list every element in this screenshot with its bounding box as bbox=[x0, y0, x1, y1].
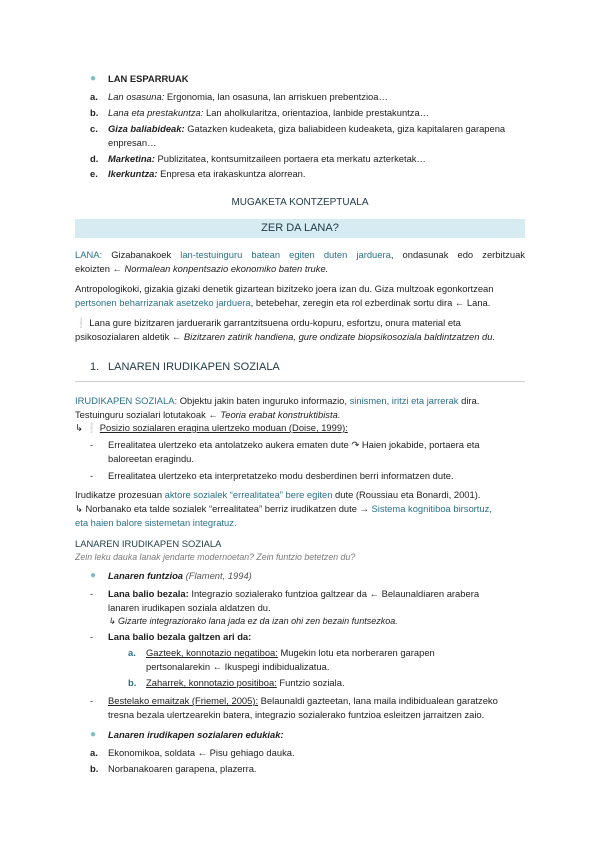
citation-span: (Flament, 1994) bbox=[183, 570, 252, 581]
list-item-text: Gatazken kudeaketa, giza baliabideen kudeaketa, giza kapitalaren garapena bbox=[184, 123, 506, 134]
bullet-icon: ● bbox=[90, 73, 97, 84]
lana-label: LANA: bbox=[75, 249, 103, 260]
zaharrek-line bbox=[146, 676, 526, 690]
edukiak-item-a: Ekonomikoa, soldata ← Pisu gehiago dauka. bbox=[108, 747, 295, 758]
antropo-line1: Antropologikoki, gizakia gizaki denetik gizartean bizitzeko joera izan du. Giza multzoak egonkortzean bbox=[75, 283, 494, 294]
text-span: , betebehar, zeregin eta rol ezberdinak sortu dira ← Lana. bbox=[250, 297, 491, 308]
list-item bbox=[108, 90, 528, 104]
list-item-text: Enpresa eta irakaskuntza alorrean. bbox=[157, 168, 306, 179]
list-marker: a. bbox=[90, 747, 98, 758]
italic-span: Normalean konpentsazio ekonomiko baten truke. bbox=[124, 263, 329, 274]
gazteek-label: Gazteek, konnotazio negatiboa: bbox=[146, 647, 278, 658]
list-item-text: Ergonomia, lan osasuna, lan arriskuen prebentzioa… bbox=[164, 91, 388, 102]
text-span: Mugekin lotu eta norberaren garapen bbox=[277, 647, 435, 658]
zaharrek-label: Zaharrek, konnotazio positiboa: bbox=[146, 677, 277, 688]
balio-line1 bbox=[108, 587, 528, 601]
mugaketa-title: MUGAKETA KONTZEPTUALA bbox=[231, 197, 369, 208]
text-span: Irudikatze prozesuan bbox=[75, 489, 165, 500]
list-marker: e. bbox=[90, 168, 98, 179]
friemel-line2: tresna bezala ulertzearekin batera, integrazio sozialerako funtzioa esleitzen jarraitzen zaio. bbox=[108, 709, 485, 720]
dash-marker: - bbox=[90, 470, 94, 481]
gazteek-line2: pertsonalarekin ← Ikuspegi indibidualizatua. bbox=[146, 661, 330, 672]
highlight-span: lan-testuinguru batean egiten duten jarduera bbox=[180, 249, 391, 260]
text-span: Belaunaldi gazteetan, lana maila indibidualean garatzeko bbox=[258, 695, 498, 706]
dash-marker: - bbox=[90, 695, 94, 706]
list-marker: a. bbox=[90, 91, 98, 102]
list-item bbox=[108, 122, 528, 136]
list-marker: b. bbox=[90, 763, 99, 774]
highlight-span: aktore sozialek “errealitatea” bere egiten bbox=[164, 489, 333, 500]
section-number: 1. bbox=[90, 361, 100, 373]
dash-item-1b: baloreetan eragindu. bbox=[108, 453, 195, 464]
highlight-span: pertsonen beharrizanak asetzeko jarduera bbox=[75, 297, 251, 308]
text-span: psikosozialaren aldetik ← bbox=[75, 331, 184, 342]
list-marker: d. bbox=[90, 153, 99, 164]
italic-span: Teoria erabat konstruktibista. bbox=[220, 409, 341, 420]
lanaren-heading: LANAREN IRUDIKAPEN SOZIALA bbox=[75, 538, 222, 549]
list-item-term: Lan osasuna: bbox=[108, 91, 165, 102]
arrow-exclamation-icon: ↳ ❕ bbox=[75, 422, 100, 433]
section-title: LANAREN IRUDIKAPEN SOZIALA bbox=[108, 361, 280, 373]
list-item-text: Lan aholkularitza, orientazioa, lanbide prestakuntza… bbox=[203, 107, 430, 118]
dash-marker: - bbox=[90, 588, 94, 599]
antropo-line2 bbox=[75, 296, 525, 310]
list-item-term: Ikerkuntza: bbox=[108, 168, 158, 179]
list-item-text: Publizitatea, kontsumitzaileen portaera eta merkatu azterketak… bbox=[154, 153, 426, 164]
list-item bbox=[108, 106, 528, 120]
text-span: Integrazio sozialerako funtzioa galtzear da ← Belaunaldiaren arabera bbox=[188, 588, 480, 599]
text-span: dira. bbox=[458, 395, 480, 406]
text-span: ↳ Norbanako eta talde sozialek “errealitatea” berriz irudikatzen dute → bbox=[75, 503, 372, 514]
edukiak-label: Lanaren irudikapen sozialaren edukiak: bbox=[108, 729, 284, 740]
italic-span: Bizitzaren zatirik handiena, gure ondizate biopsikosoziala baldintzatzen du. bbox=[183, 331, 496, 342]
list-item-continuation: enpresan… bbox=[108, 137, 157, 148]
text-span: Funtzio soziala. bbox=[276, 677, 345, 688]
list-item-term: Giza baliabideak: bbox=[108, 123, 185, 134]
dash-marker: - bbox=[90, 631, 94, 642]
text-span: Testuinguru sozialari lotutakoak ← bbox=[75, 409, 221, 420]
lanaren-subheading: Zein leku dauka lanak jendarte modernoetan? Zein funtzio betetzen du? bbox=[75, 552, 356, 562]
doise-line bbox=[75, 421, 525, 435]
balio-line2: lanaren irudikapen soziala aldatzen du. bbox=[108, 602, 271, 613]
edukiak-item-b: Norbanakoaren garapena, plazerra. bbox=[108, 763, 257, 774]
dash-marker: - bbox=[90, 439, 94, 450]
list-item bbox=[108, 167, 528, 181]
funtzioa-label: Lanaren funtzioa bbox=[108, 570, 184, 581]
dash-item-2: Errealitatea ulertzeko eta interpretatzeko modu desberdinen berri informatzen dute. bbox=[108, 470, 454, 481]
prozesu-line1 bbox=[75, 488, 525, 502]
esparruak-title: LAN ESPARRUAK bbox=[108, 73, 189, 84]
text-span: Objektu jakin baten inguruko informazio, bbox=[177, 395, 350, 406]
bullet-icon: ● bbox=[90, 570, 97, 581]
text-span: , ondasunak edo zerbitzuak bbox=[390, 249, 525, 260]
text-span: ekoizten ← bbox=[75, 263, 125, 274]
list-item-term: Marketina: bbox=[108, 153, 155, 164]
lana-definition-line2 bbox=[75, 262, 525, 276]
list-item-term: Lana eta prestakuntza: bbox=[108, 107, 204, 118]
irudikapen-line1 bbox=[75, 394, 527, 408]
section-banner: ZER DA LANA? bbox=[75, 219, 525, 238]
exclamation-icon: ❕ bbox=[75, 317, 87, 328]
balio-line3: ↳ Gizarte integraziorako lana jada ez da izan ohi zen bezain funtsezkoa. bbox=[108, 616, 398, 626]
text-span: Lana gure bizitzaren jarduerarik garrantzitsuena ordu-kopuru, esfortzu, onura material eta bbox=[89, 317, 461, 328]
highlight-span: sinismen, iritzi eta jarrerak bbox=[349, 395, 459, 406]
gazteek-line1 bbox=[146, 646, 526, 660]
list-marker: a. bbox=[128, 647, 136, 658]
galtzen-label: Lana balio bezala galtzen ari da: bbox=[108, 631, 252, 642]
bullet-icon: ● bbox=[90, 729, 97, 740]
lana-definition-line1 bbox=[75, 248, 525, 262]
friemel-line1 bbox=[108, 694, 528, 708]
section-divider bbox=[75, 381, 525, 382]
irudikapen-label: IRUDIKAPEN SOZIALA: bbox=[75, 395, 178, 406]
list-marker: b. bbox=[90, 107, 99, 118]
irudikapen-line2 bbox=[75, 408, 525, 422]
excl-line1 bbox=[75, 316, 525, 330]
highlight-span: Sistema kognitiboa birsortuz, bbox=[371, 503, 492, 514]
prozesu-line2 bbox=[75, 502, 527, 516]
funtzioa-line bbox=[108, 569, 252, 583]
prozesu-line3: eta haien balore sistemetan integratuz. bbox=[75, 517, 237, 528]
text-span: Gizabanakoek bbox=[102, 249, 181, 260]
friemel-label: Bestelako emaitzak (Friemel, 2005): bbox=[108, 695, 259, 706]
list-marker: c. bbox=[90, 123, 98, 134]
list-item bbox=[108, 152, 528, 166]
dash-item-1a: Errealitatea ulertzeko eta antolatzeko aukera ematen dute ↷ Haien jokabide, portaera eta bbox=[108, 439, 480, 450]
doise-heading: Posizio sozialaren eragina ulertzeko moduan (Doise, 1999): bbox=[99, 422, 348, 433]
balio-label: Lana balio bezala: bbox=[108, 588, 189, 599]
excl-line2 bbox=[75, 330, 525, 344]
text-span: dute (Roussiau eta Bonardi, 2001). bbox=[332, 489, 481, 500]
list-marker: b. bbox=[128, 677, 137, 688]
